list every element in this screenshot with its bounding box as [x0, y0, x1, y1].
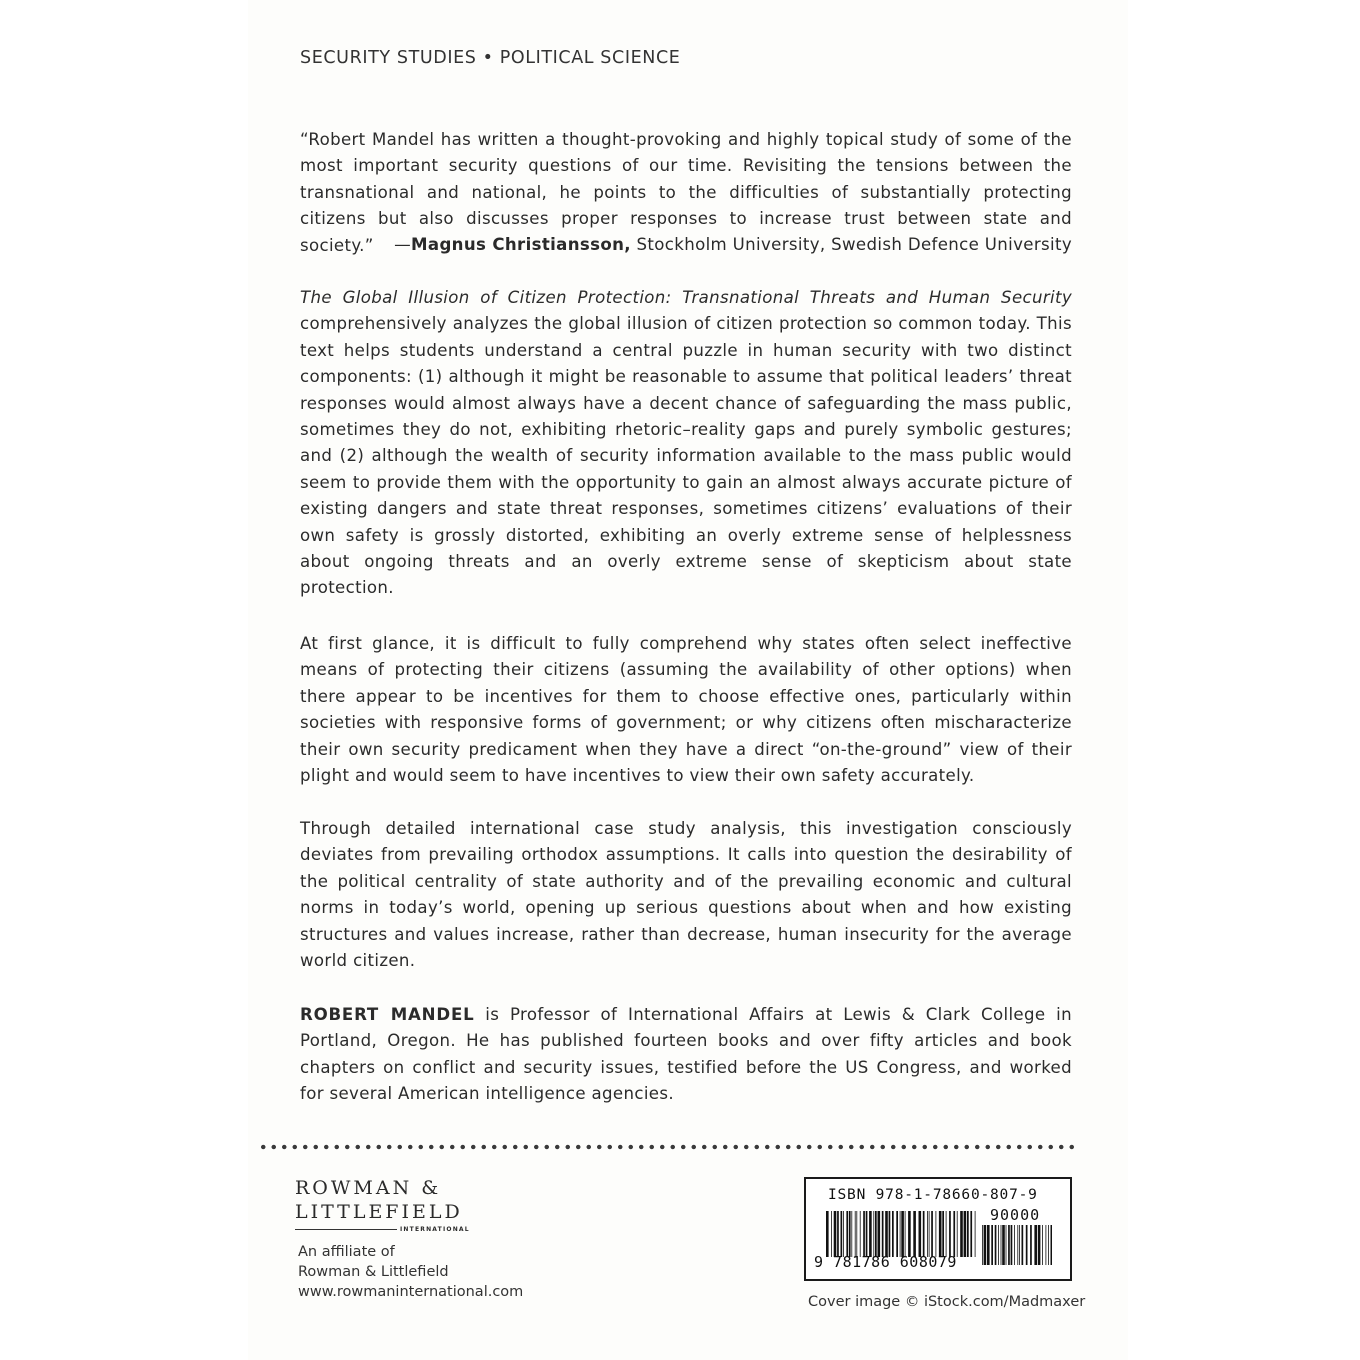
barcode-bar	[826, 1211, 829, 1257]
barcode-bar	[841, 1211, 843, 1257]
barcode-bar	[929, 1211, 930, 1257]
barcode-bar	[856, 1211, 857, 1257]
barcode-bar	[975, 1211, 976, 1257]
barcode-bar	[873, 1211, 874, 1257]
barcode-bar	[984, 1225, 987, 1265]
publisher-website[interactable]: www.rowmaninternational.com	[298, 1284, 524, 1300]
barcode-bar	[1046, 1225, 1047, 1265]
barcode-bar	[882, 1211, 884, 1257]
publisher-logo	[295, 1176, 495, 1233]
barcode-bar	[998, 1225, 999, 1265]
barcode-bar	[878, 1211, 881, 1257]
barcode-bar	[913, 1211, 916, 1257]
barcode-bar	[923, 1211, 925, 1257]
barcode-bar	[1017, 1225, 1018, 1265]
description-paragraph-2: At first glance, it is difficult to fully comprehend why states often select ineffective means of protecting their citizens (assuming the availability of other options) when there appear to be incentives for them to choose effective ones, particularly within societies with responsive forms of government; or why citizens often mischaracterize their own security predicament when they have a direct “on-the-ground” view of their plight and would seem to have incentives to view their own safety accurately.	[300, 634, 1072, 786]
barcode-bar	[931, 1211, 933, 1257]
barcode-bar	[1008, 1225, 1010, 1265]
barcode-bar	[1042, 1225, 1043, 1265]
barcode-bar	[863, 1211, 865, 1257]
isbn-text: ISBN 978-1-78660-807-9	[828, 1187, 1038, 1203]
barcode-bar	[834, 1211, 837, 1257]
attribution-dash: —	[394, 235, 412, 254]
logo-rule-line	[295, 1229, 397, 1230]
barcode-bar	[1038, 1225, 1041, 1265]
barcode-bar	[846, 1211, 848, 1257]
barcode-bar	[1030, 1225, 1032, 1265]
barcode-bar	[1026, 1225, 1028, 1265]
barcode-addon-bars	[982, 1225, 1052, 1265]
author-bio-text: is Professor of International Affairs at Lewis & Clark College in Portland, Oregon. He has published fourteen books and over fifty articles and book chapters on conflict and security issues, testified before the US Congress, and worked for several American intelligence agencies.	[300, 1005, 1073, 1104]
barcode-bar	[982, 1225, 983, 1265]
barcode-bar	[901, 1211, 904, 1257]
barcode-bar	[1048, 1225, 1049, 1265]
logo-rule	[295, 1226, 495, 1233]
barcode-bar	[849, 1211, 851, 1257]
barcode-bar	[851, 1211, 852, 1257]
logo-line-1: ROWMAN &	[295, 1177, 442, 1199]
barcode-bar	[991, 1225, 993, 1265]
barcode-bar	[949, 1211, 951, 1257]
barcode-bar	[995, 1225, 997, 1265]
dotted-divider	[258, 1143, 1080, 1151]
affiliate-line-1: An affiliate of	[298, 1244, 395, 1260]
category-label: SECURITY STUDIES • POLITICAL SCIENCE	[300, 48, 681, 68]
barcode-bar	[957, 1211, 958, 1257]
barcode-bar	[970, 1211, 972, 1257]
barcode-bar	[960, 1211, 963, 1257]
barcode-bar	[1034, 1225, 1037, 1265]
barcode-bar	[1002, 1225, 1005, 1265]
barcode-bar	[1051, 1225, 1053, 1265]
barcode-digits: 9 781786 608079	[814, 1253, 957, 1271]
barcode-bar	[837, 1211, 839, 1257]
barcode-bar	[967, 1211, 969, 1257]
barcode-bar	[900, 1211, 901, 1257]
endorser-name: Magnus Christiansson,	[411, 235, 631, 254]
barcode-bar	[860, 1211, 861, 1257]
barcode-bar	[855, 1211, 856, 1257]
barcode-bar	[964, 1211, 967, 1257]
barcode-bar	[866, 1211, 868, 1257]
description-paragraph-1	[300, 285, 1072, 602]
description-paragraph-1-text: comprehensively analyzes the global illusion of citizen protection so common today. This text helps students understand a central puzzle in human security with two distinct components: (1) although it might be reasonable to assume that political leaders’ threat responses would almost always have a decent chance of safeguarding the mass public, sometimes they do not, exhibiting rhetoric–reality gaps and purely symbolic gestures; and (2) although the wealth of security information available to the mass public would seem to provide them with the opportunity to gain an almost always accurate picture of existing dangers and state threat responses, sometimes citizens’ evaluations of their own safety is grossly distorted, exhibiting an overly extreme sense of helplessness about ongoing threats and an overly extreme sense of skepticism about state protection.	[300, 314, 1072, 598]
logo-international: INTERNATIONAL	[400, 1226, 470, 1233]
barcode-bar	[946, 1211, 947, 1257]
barcode-bar	[875, 1211, 877, 1257]
barcode-bar	[843, 1211, 844, 1257]
barcode-bar	[919, 1211, 922, 1257]
barcode-bar	[1022, 1225, 1024, 1265]
barcode-bar	[831, 1211, 832, 1257]
description-paragraph-3: Through detailed international case study analysis, this investigation consciously deviates from prevailing orthodox assumptions. It calls into question the desirability of the political centrality of state authority and of the prevailing economic and cultural norms in today’s world, opening up serious questions about when and how existing structures and values increase, rather than decrease, human insecurity for the average world citizen.	[300, 819, 1072, 971]
barcode-bar	[885, 1211, 888, 1257]
endorsement-quote: “Robert Mandel has written a thought-provoking and highly topical study of some of the most important security questions of our time. Revisiting the tensions between the transnational and national, he points to the difficulties of substantially protecting citizens but also discusses proper responses to increase trust between state and society.”	[300, 130, 1072, 255]
barcode-bar	[1001, 1225, 1002, 1265]
barcode-bar	[896, 1211, 898, 1257]
barcode-bar	[889, 1211, 891, 1257]
barcode-bar	[1019, 1225, 1020, 1265]
logo-line-2: LITTLEFIELD	[295, 1201, 463, 1223]
barcode-bars	[826, 1211, 978, 1257]
barcode-bar	[869, 1211, 872, 1257]
quote-attribution	[300, 232, 1072, 258]
barcode-bar	[953, 1211, 955, 1257]
barcode-bar	[936, 1211, 937, 1257]
author-bio	[300, 1002, 1072, 1108]
barcode-bar	[905, 1211, 906, 1257]
barcode-bar	[939, 1211, 942, 1257]
cover-image-credit: Cover image © iStock.com/Madmaxer	[808, 1294, 1086, 1310]
barcode-bar	[1014, 1225, 1015, 1265]
barcode-bar	[892, 1211, 894, 1257]
barcode-bar	[908, 1211, 911, 1257]
endorser-affiliation: Stockholm University, Swedish Defence University	[630, 235, 1072, 254]
publisher-affiliate	[298, 1242, 523, 1302]
author-name: ROBERT MANDEL	[300, 1005, 475, 1024]
barcode-bar	[1011, 1225, 1013, 1265]
barcode-addon-text: 90000	[990, 1206, 1041, 1224]
barcode-box	[804, 1177, 1072, 1281]
barcode-bar	[987, 1225, 990, 1265]
book-title: The Global Illusion of Citizen Protection: Transnational Threats and Human Security	[300, 288, 1072, 307]
barcode-bar	[1006, 1225, 1007, 1265]
barcode-bar	[927, 1211, 928, 1257]
affiliate-line-2: Rowman & Littlefield	[298, 1264, 449, 1280]
barcode-bar	[942, 1211, 944, 1257]
